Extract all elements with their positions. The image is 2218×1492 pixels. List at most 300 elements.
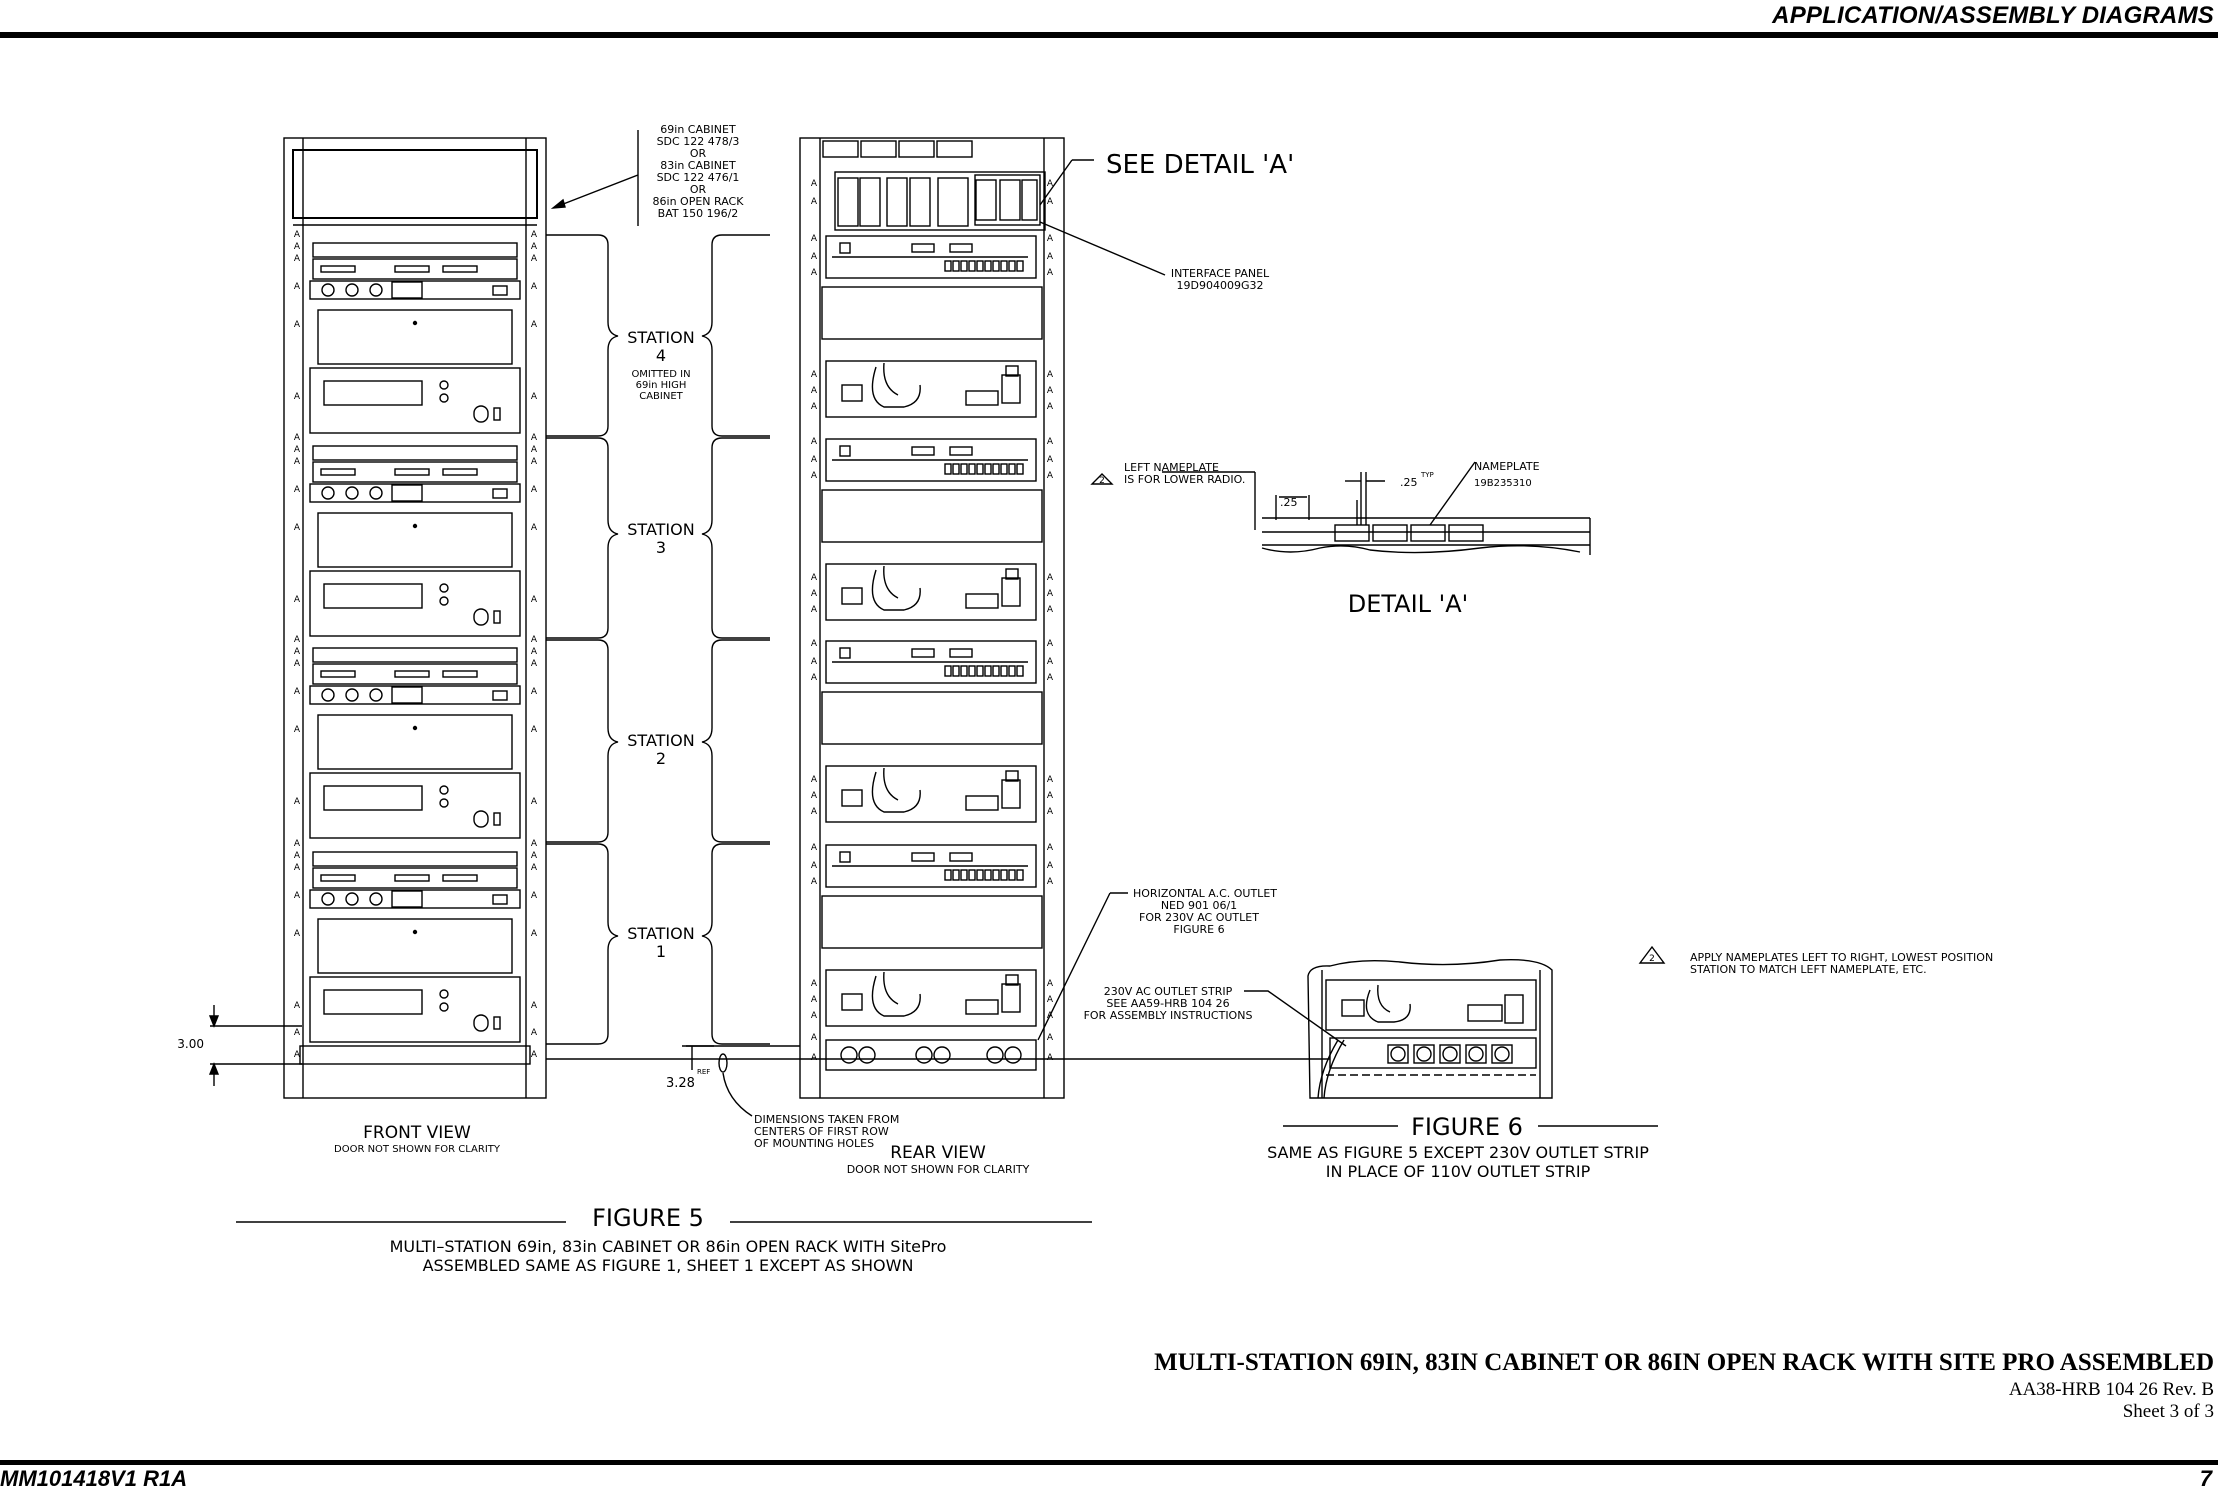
mounting-hole-mark: A [293,687,301,697]
mounting-hole-mark: A [530,647,538,657]
rear-view-subtitle: DOOR NOT SHOWN FOR CLARITY [846,1163,1030,1176]
front-panel-radio-face [318,310,512,364]
mounting-hole-mark: A [810,673,818,683]
rear-cable [884,566,898,598]
front-panel-knob [370,284,382,296]
mounting-hole-mark: A [1046,639,1054,649]
front-panel-fuse-cap [494,611,500,623]
rear-panel-slot [950,244,972,252]
rear-blank-panel [822,490,1042,542]
rear-panel-terminal [1017,464,1023,474]
station-1-label: STATION [627,924,695,943]
rear-cable [872,772,920,812]
mounting-hole-mark: A [1046,179,1054,189]
rear-panel-slot [950,853,972,861]
rear-cable [872,976,920,1016]
front-panel-slot [395,469,429,475]
front-panel-fuse [474,811,488,827]
front-panel-knob [346,284,358,296]
mounting-hole-mark: A [810,979,818,989]
rear-panel-terminal [985,666,991,676]
front-panel-slot [321,671,355,677]
mounting-hole-mark: A [1046,673,1054,683]
rear-view-title: REAR VIEW [890,1143,986,1163]
front-panel-top [313,648,517,662]
front-panel-knob-row [310,484,520,502]
mounting-hole-mark: A [293,1001,301,1011]
page-header-title: APPLICATION/ASSEMBLY DIAGRAMS [1772,2,2214,29]
rear-panel-slot [950,649,972,657]
cabinet-callout-line-4: 83in CABINET [660,159,736,172]
mounting-hole-mark: A [810,843,818,853]
interface-panel-leader [1040,222,1165,275]
rear-panel-terminal [945,464,951,474]
rear-panel-terminal [945,261,951,271]
front-station-module [310,648,520,838]
mounting-hole-mark: A [293,659,301,669]
detail-note-2-number: 2 [1099,476,1105,486]
rear-panel-terminal [985,870,991,880]
front-panel-slot [395,266,429,272]
cabinet-callout-line-1: 69in CABINET [660,123,736,136]
mounting-hole-mark: A [530,242,538,252]
dimension-note-2: CENTERS OF FIRST ROW [754,1125,889,1138]
rear-connector [842,385,862,401]
mounting-hole-mark: A [1046,843,1054,853]
front-panel-meter [324,381,422,405]
rear-panel-terminal [945,870,951,880]
mounting-hole-mark: A [810,234,818,244]
rear-panel-connector [840,446,850,456]
rear-panel-terminal [977,870,983,880]
rear-radio-chassis [826,970,1036,1026]
rear-panel-terminal [1001,666,1007,676]
mounting-hole-mark: A [293,635,301,645]
mounting-hole-mark: A [293,282,301,292]
front-panel-fuse [474,609,488,625]
mounting-hole-mark: A [293,851,301,861]
mounting-hole-mark: A [530,687,538,697]
mounting-hole-mark: A [293,839,301,849]
rear-panel-terminal [953,666,959,676]
rear-radio-chassis [826,766,1036,822]
rear-panel-terminal [1009,870,1015,880]
mounting-hole-mark: A [1046,573,1054,583]
front-panel-slot [395,875,429,881]
front-panel-slot [321,469,355,475]
station-2-number: 2 [655,749,667,768]
rear-panel-terminal [969,870,975,880]
rear-cable [872,367,920,407]
rear-connector [966,796,998,810]
detail-typ-label: TYP [1421,471,1434,479]
left-nameplate-line-1: LEFT NAMEPLATE [1124,461,1219,474]
mounting-hole-mark: A [293,392,301,402]
front-panel-display [392,891,422,907]
rear-panel-terminal [993,666,999,676]
mounting-hole-mark: A [530,891,538,901]
mounting-hole-mark: A [1046,877,1054,887]
mounting-hole-mark: A [530,485,538,495]
rear-panel-terminal [1017,870,1023,880]
mounting-hole-mark: A [530,230,538,240]
station-1-number: 1 [655,942,667,961]
figure-5-caption-2: ASSEMBLED SAME AS FIGURE 1, SHEET 1 EXCEPT AS SHOWN [422,1256,914,1275]
mounting-hole-mark: A [1046,775,1054,785]
front-panel-meter [324,786,422,810]
front-panel-port [493,895,507,904]
figure-6-caption-1: SAME AS FIGURE 5 EXCEPT 230V OUTLET STRIP [1267,1143,1649,1162]
rear-connector [1002,984,1020,1012]
mounting-hole-mark: A [530,725,538,735]
mounting-hole-mark: A [810,1053,818,1063]
rear-outlet-strip [826,1040,1036,1070]
rear-connector [966,391,998,405]
front-view-title: FRONT VIEW [363,1123,471,1143]
front-panel-controls [313,462,517,482]
mounting-hole-mark: A [1046,1033,1054,1043]
rear-panel-terminal [969,261,975,271]
front-panel-switch [440,786,448,794]
mounting-hole-mark: A [810,197,818,207]
mounting-hole-mark: A [1046,589,1054,599]
outlet-strip-230-line-2: SEE AA59-HRB 104 26 [1106,997,1230,1010]
rear-cable [884,363,898,395]
mounting-hole-mark: A [293,595,301,605]
front-panel-knob-row [310,890,520,908]
rear-station-module [822,236,1042,417]
front-station-module [310,852,520,1042]
mounting-hole-mark: A [810,471,818,481]
rear-panel-terminal [1001,261,1007,271]
front-panel-switch [440,597,448,605]
front-panel-top [313,446,517,460]
rear-panel-connector [840,243,850,253]
station-4-note-3: CABINET [639,391,683,402]
detail-a-title: DETAIL 'A' [1347,590,1469,618]
rear-panel-terminal [1009,666,1015,676]
rear-panel-terminal [1017,261,1023,271]
mounting-hole-mark: A [293,929,301,939]
front-panel-indicator [414,727,417,730]
mounting-hole-mark: A [810,1011,818,1021]
rear-connector [842,588,862,604]
mounting-hole-mark: A [1046,197,1054,207]
front-panel-switch [440,584,448,592]
rear-cable [884,972,898,1004]
mounting-hole-mark: A [293,863,301,873]
front-panel-radio-face [318,715,512,769]
figure-6-drawing [1308,960,1552,1098]
front-panel-controls [313,868,517,888]
mounting-hole-mark: A [530,282,538,292]
mounting-hole-mark: A [810,775,818,785]
dim-3-28: 3.28 [666,1076,695,1091]
mounting-hole-mark: A [1046,657,1054,667]
rear-blank-panel [822,287,1042,339]
mounting-hole-mark: A [1046,605,1054,615]
rear-view-mounting-marks [811,179,1054,1063]
mounting-hole-mark: A [810,605,818,615]
mounting-hole-mark: A [530,1001,538,1011]
mounting-hole-mark: A [293,485,301,495]
cabinet-callout-line-2: SDC 122 478/3 [656,135,740,148]
front-panel-power-supply [310,571,520,636]
cabinet-callout-line-3: OR [689,147,707,160]
cabinet-callout [553,123,744,226]
mounting-hole-mark: A [530,445,538,455]
mounting-hole-mark: A [530,457,538,467]
mounting-hole-mark: A [530,851,538,861]
rear-panel-terminal [1001,870,1007,880]
front-panel-switch [440,799,448,807]
front-panel-port [493,489,507,498]
mounting-hole-mark: A [1046,791,1054,801]
station-4-number: 4 [655,346,667,365]
station-4-label: STATION [627,328,695,347]
rear-radio-chassis [826,361,1036,417]
front-panel-knob-row [310,686,520,704]
rear-radio-chassis [826,564,1036,620]
rear-panel-terminal [953,870,959,880]
cabinet-callout-line-5: SDC 122 476/1 [656,171,740,184]
mounting-hole-mark: A [530,392,538,402]
mounting-hole-mark: A [293,242,301,252]
front-panel-slot [443,875,477,881]
cabinet-callout-line-8: BAT 150 196/2 [657,207,739,220]
rear-panel-terminal [969,666,975,676]
front-panel-fuse-cap [494,1017,500,1029]
footer-doc-id: MM101418V1 R1A [0,1466,188,1491]
mounting-hole-mark: A [1046,370,1054,380]
mounting-hole-mark: A [1046,386,1054,396]
ac-outlet-line-2: NED 901 06/1 [1160,899,1238,912]
front-panel-fuse-cap [494,813,500,825]
mounting-hole-mark: A [1046,252,1054,262]
figure-5-title: FIGURE 5 [592,1204,704,1232]
mounting-hole-mark: A [810,589,818,599]
nameplate-label: NAMEPLATE [1474,460,1540,473]
front-view-subtitle: DOOR NOT SHOWN FOR CLARITY [334,1144,500,1155]
mounting-hole-mark: A [293,254,301,264]
rear-blank-panel [822,896,1042,948]
cabinet-callout-line-6: OR [689,183,707,196]
rear-panel-terminal [985,464,991,474]
mounting-hole-mark: A [530,863,538,873]
dim-ref-label: REF [697,1068,711,1076]
mounting-hole-mark: A [293,891,301,901]
rear-panel-slot [912,649,934,657]
front-panel-switch [440,1003,448,1011]
nameplate-note-line-1: APPLY NAMEPLATES LEFT TO RIGHT, LOWEST POSITION [1690,951,1994,964]
rear-panel-terminal [1009,464,1015,474]
front-panel-power-supply [310,773,520,838]
title-block-sheet: Sheet 3 of 3 [2122,1401,2214,1422]
rear-cable [872,570,920,610]
front-panel-radio-face [318,919,512,973]
front-panel-knob-row [310,281,520,299]
rear-panel-terminal [953,261,959,271]
front-panel-switch [440,394,448,402]
outlet-strip-230-line-1: 230V AC OUTLET STRIP [1103,985,1233,998]
front-panel-slot [443,266,477,272]
mounting-hole-mark: A [1046,437,1054,447]
mounting-hole-mark: A [530,797,538,807]
ac-outlet-line-4: FIGURE 6 [1173,923,1225,936]
mounting-hole-mark: A [1046,861,1054,871]
dimension-note-1: DIMENSIONS TAKEN FROM [754,1113,900,1126]
rear-view-station-modules [822,236,1042,1026]
mounting-hole-mark: A [810,437,818,447]
front-panel-slot [443,469,477,475]
rear-panel-terminal [993,261,999,271]
front-view-station-modules [310,243,520,1042]
mounting-hole-mark: A [810,386,818,396]
mounting-hole-mark: A [1046,234,1054,244]
mounting-hole-mark: A [293,320,301,330]
mounting-hole-mark: A [530,929,538,939]
rear-station-module [822,439,1042,620]
front-panel-fuse [474,1015,488,1031]
front-panel-top [313,852,517,866]
dimension-note-3: OF MOUNTING HOLES [754,1137,875,1150]
station-3-number: 3 [655,538,667,557]
mounting-hole-mark: A [1046,995,1054,1005]
mounting-hole-mark: A [810,657,818,667]
front-panel-knob [322,689,334,701]
front-panel-slot [395,671,429,677]
footer-page-number: 7 [2199,1466,2212,1491]
rear-connector [966,1000,998,1014]
mounting-hole-mark: A [293,445,301,455]
rear-panel-slot [912,853,934,861]
detail-dim-25: .25 [1280,496,1298,509]
rear-panel-slot [912,447,934,455]
mounting-hole-mark: A [810,877,818,887]
rear-station-module [822,845,1042,1026]
rear-panel-terminal [977,464,983,474]
rear-panel-terminal [1001,464,1007,474]
figure-5-caption-1: MULTI–STATION 69in, 83in CABINET OR 86in OPEN RACK WITH SitePro [389,1237,947,1256]
front-panel-knob [322,893,334,905]
mounting-hole-mark: A [530,839,538,849]
front-view-mounting-marks [294,230,538,1060]
mounting-hole-mark: A [293,1028,301,1038]
ac-outlet-line-3: FOR 230V AC OUTLET [1139,911,1259,924]
front-panel-knob [370,487,382,499]
detail-dim-25-typ: .25 [1400,476,1418,489]
mounting-hole-mark: A [293,457,301,467]
mounting-hole-mark: A [810,402,818,412]
figure-6-caption-2: IN PLACE OF 110V OUTLET STRIP [1325,1162,1591,1181]
front-panel-display [392,485,422,501]
mounting-hole-mark: A [530,320,538,330]
mounting-hole-mark: A [293,797,301,807]
mounting-hole-mark: A [1046,471,1054,481]
mounting-hole-mark: A [810,370,818,380]
mounting-hole-mark: A [293,230,301,240]
rear-panel-terminal [977,666,983,676]
mounting-hole-mark: A [810,791,818,801]
rear-panel-terminal [993,870,999,880]
rear-connector [1002,780,1020,808]
title-block-title: MULTI-STATION 69IN, 83IN CABINET OR 86IN OPEN RACK WITH SITE PRO ASSEMBLED [1154,1349,2214,1376]
rear-panel-terminal [961,261,967,271]
station-2-label: STATION [627,731,695,750]
front-panel-knob [322,487,334,499]
front-panel-knob [346,487,358,499]
mounting-hole-mark: A [530,635,538,645]
mounting-hole-mark: A [810,252,818,262]
mounting-hole-mark: A [1046,455,1054,465]
mounting-hole-mark: A [293,647,301,657]
nameplate-part-number: 19B235310 [1474,478,1532,489]
mounting-hole-mark: A [810,268,818,278]
front-panel-radio-face [318,513,512,567]
rear-panel-terminal [961,666,967,676]
mounting-hole-mark: A [530,1028,538,1038]
nameplate-note-line-2: STATION TO MATCH LEFT NAMEPLATE, ETC. [1690,963,1927,976]
cabinet-callout-line-7: 86in OPEN RACK [652,195,744,208]
mounting-hole-mark: A [530,523,538,533]
front-panel-power-supply [310,368,520,433]
mounting-hole-mark: A [1046,979,1054,989]
mounting-hole-mark: A [1046,268,1054,278]
front-panel-controls [313,259,517,279]
mounting-hole-mark: A [810,179,818,189]
rear-connector [842,994,862,1010]
front-panel-port [493,691,507,700]
rear-blank-panel [822,692,1042,744]
mounting-hole-mark: A [530,254,538,264]
front-panel-fuse-cap [494,408,500,420]
mounting-hole-mark: A [810,995,818,1005]
mounting-hole-mark: A [1046,1053,1054,1063]
mounting-hole-mark: A [810,807,818,817]
front-panel-knob [370,689,382,701]
front-panel-power-supply [310,977,520,1042]
mounting-hole-mark: A [810,573,818,583]
front-panel-controls [313,664,517,684]
mounting-hole-mark: A [293,523,301,533]
front-panel-indicator [414,525,417,528]
rear-panel-connector [840,852,850,862]
rear-connector [966,594,998,608]
mounting-hole-mark: A [1046,807,1054,817]
rear-panel-terminal [993,464,999,474]
station-4-note-2: 69in HIGH [635,380,687,391]
front-panel-slot [321,875,355,881]
ac-outlet-line-1: HORIZONTAL A.C. OUTLET [1133,887,1277,900]
dim-3-00: 3.00 [177,1037,204,1051]
rear-panel-terminal [1017,666,1023,676]
front-panel-slot [443,671,477,677]
see-detail-a-label: SEE DETAIL 'A' [1106,150,1295,180]
mounting-hole-mark: A [1046,402,1054,412]
outlet-strip-230-line-3: FOR ASSEMBLY INSTRUCTIONS [1083,1009,1253,1022]
nameplate-note-number: 2 [1649,954,1655,964]
front-panel-switch [440,990,448,998]
rear-panel-terminal [1009,261,1015,271]
rear-panel-terminal [985,261,991,271]
front-panel-knob [346,689,358,701]
rear-panel-connector [840,648,850,658]
rear-panel-terminal [969,464,975,474]
mounting-hole-mark: A [810,1033,818,1043]
rear-panel-slot [912,244,934,252]
mounting-hole-mark: A [530,595,538,605]
front-station-module [310,243,520,433]
